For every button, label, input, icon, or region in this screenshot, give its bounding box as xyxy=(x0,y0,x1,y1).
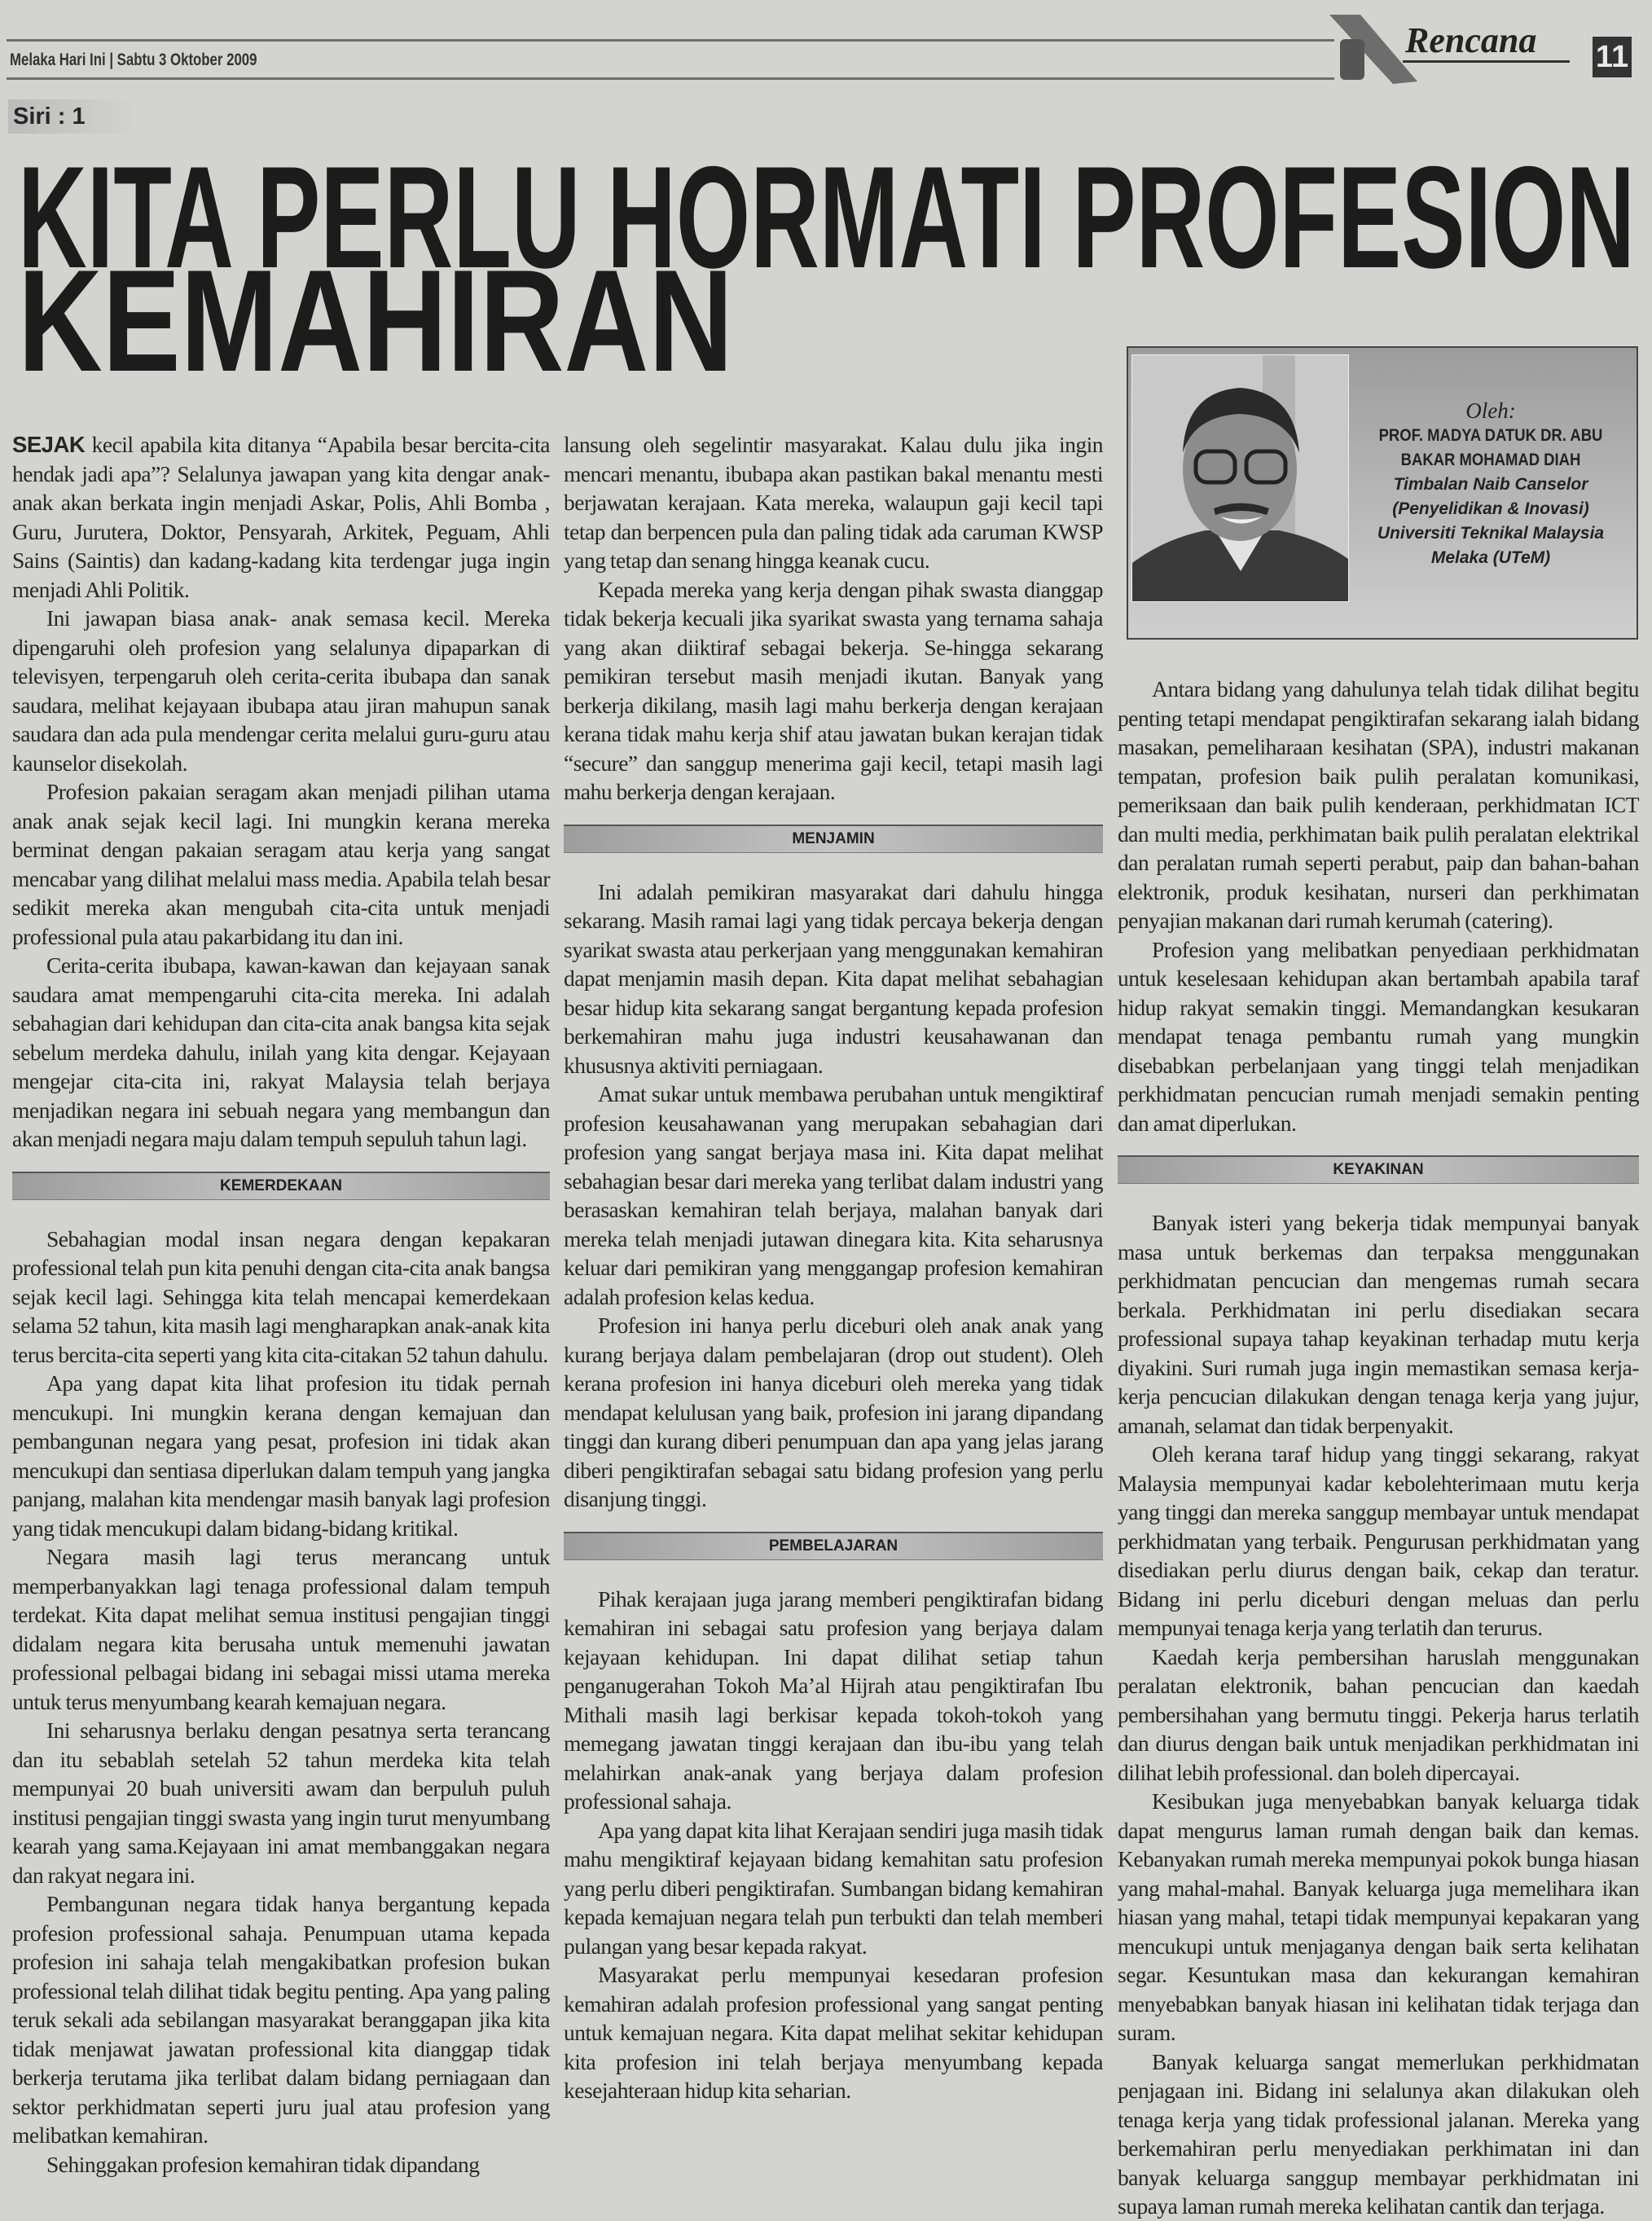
paragraph xyxy=(12,430,550,604)
author-photo xyxy=(1131,354,1349,602)
column-1 xyxy=(12,430,550,2179)
paragraph: Pihak kerajaan juga jarang memberi pengiktirafan bidang kemahiran ini sebagai satu profesion yang berjaya dalam kejayaan kehidupan. Ini dapat dilihat setiap tahun penganugerahan Tokoh Ma’al Hijrah atau pengiktirafan Ibu Mithali masih lagi berkisar kepada tokoh-tokoh yang memegang jawatan tinggi kerajaan dan ibu-ibu yang telah melahirkan anak-anak yang berjaya dalam profesion professional sahaja. xyxy=(564,1585,1103,1814)
section-name: Rencana xyxy=(1405,20,1537,60)
paragraph: lansung oleh segelintir masyarakat. Kalau dulu jika ingin mencari menantu, ibubapa akan pastikan bakal menantu mesti berjawatan kerajaan. Kata mereka, walaupun gaji kecil tapi tetap dan berpencen pula dan paling tidak ada caruman KWSP yang tetap dan senang hingga keanak cucu. xyxy=(564,432,1103,573)
paragraph: Oleh kerana taraf hidup yang tinggi sekarang, rakyat Malaysia mempunyai kadar kebolehterimaan mutu kerja yang tinggi dan mereka sanggup membayar untuk mendapat perkhidmatan yang terbaik. Pengurusan perkhidmatan yang disediakan perlu diurus dengan baik, cekap dan teratur. Bidang ini perlu diceburi dengan meluas dan perlu mempunyai tenaga kerja yang terlatih dan terurus. xyxy=(1118,1441,1639,1640)
byline-by: Oleh: xyxy=(1465,398,1516,423)
column-2 xyxy=(564,430,1103,2105)
paragraph: Apa yang dapat kita lihat profesion itu tidak pernah mencukupi. Ini mungkin kerana dengan kemajuan dan pembangunan negara yang pesat, profesion ini tidak akan mencukupi dan sentiasa diperlukan dalam tempuh yang jangka panjang, malahan kita mendengar masih banyak lagi profesion yang tidak mencukupi dalam bidang-bidang kritikal. xyxy=(12,1370,550,1541)
lead-word: SEJAK xyxy=(12,432,86,457)
paragraph: Ini seharusnya berlaku dengan pesatnya serta terancang dan itu sebablah setelah 52 tahun merdeka kita telah mempunyai 20 buah universiti awam dan berpuluh puluh institusi pengajian tinggi swasta yang ingin turut menyumbang kearah yang sama.Kejayaan ini amat membanggakan negara dan rakyat negara ini. xyxy=(12,1717,550,1888)
header-rule-top xyxy=(7,39,1334,42)
paragraph-text: kecil apabila kita ditanya “Apabila besar bercita-cita hendak jadi apa”? Selalunya jawapan yang kita dengar anak-anak akan berkata ingin menjadi Askar, Polis, Ahli Bomba , Guru, Jurutera, Doktor, Pensyarah, Arkitek, Peguam, Ahli Sains (Saintis) dan kadang-kadang kita terdengar juga ingin menjadi Ahli Politik. xyxy=(12,432,550,602)
paragraph: Banyak isteri yang bekerja tidak mempunyai banyak masa untuk berkemas dan terpaksa menggunakan perkhidmatan pencucian dan mengemas rumah secara berkala. Perkhidmatan ini perlu disediakan secara professional supaya tahap keyakinan terhadap mutu kerja diyakini. Suri rumah juga ingin memastikan semasa kerja-kerja pencucian dilakukan dengan tenaga kerja yang jujur, amanah, selamat dan tidak berpenyakit. xyxy=(1118,1210,1639,1438)
author-name-line-1: PROF. MADYA DATUK DR. ABU xyxy=(1378,426,1603,445)
paragraph: Kepada mereka yang kerja dengan pihak swasta dianggap tidak bekerja kecuali jika syarikat swasta yang ternama sahaja yang akan diiktiraf sebagai bekerja. Se-hingga sekarang pemikiran tersebut masih menjadi ikutan. Banyak yang berkerja dikilang, masih lagi mahu berkerja dengan kerajaan kerana tidak mahu kerja shif atau jawatan bukan kerajan tidak “secure” dan sanggup menerima gaji kecil, tetapi masih lagi mahu berkerja dengan kerajaan. xyxy=(564,576,1103,804)
byline xyxy=(1356,398,1625,570)
section-heading-kemerdekaan: KEMERDEKAAN xyxy=(12,1172,550,1200)
page-number: 11 xyxy=(1593,37,1632,77)
headline-line-1: KITA PERLU HORMATI PROFESION xyxy=(18,147,1635,298)
paragraph: Ini adalah pemikiran masyarakat dari dahulu hingga sekarang. Masih ramai lagi yang tidak percaya bekerja dengan syarikat swasta atau perkerjaan yang menggunakan kemahiran dapat menjamin masih depan. Kita dapat melihat sebahagian besar hidup kita sekarang sangat bergantung kepada profesion berkemahiran mahu juga industri keusahawanan dan khususnya aktiviti perniagaan. xyxy=(564,878,1103,1078)
headline-line-2: KEMAHIRAN xyxy=(18,240,733,383)
paragraph: Cerita-cerita ibubapa, kawan-kawan dan kejayaan sanak saudara amat mempengaruhi cita-cita mereka. Ini adalah sebahagian dari kehidupan dan cita-cita anak bangsa kita sejak sebelum merdeka dahulu, inilah yang kita dengar. Kejayaan mengejar cita-cita ini, rakyat Malaysia telah berjaya menjadikan negara ini sebuah negara yang membangun dan akan menjadi negara maju dalam tempuh sepuluh tahun lagi. xyxy=(12,952,550,1151)
section-heading-keyakinan: KEYAKINAN xyxy=(1118,1155,1639,1184)
author-position-2: (Penyelidikan & Inovasi) xyxy=(1392,499,1589,518)
paragraph: Banyak keluarga sangat memerlukan perkhidmatan penjagaan ini. Bidang ini selalunya akan dilakukan oleh tenaga kerja yang tidak professional jalanan. Mereka yang berkemahiran perlu menyediakan perkhimatan ini dan banyak keluarga sanggup membayar perkhidmatan ini supaya laman rumah mereka kelihatan cantik dan terjaga. xyxy=(1118,2048,1639,2219)
author-position-1: Timbalan Naib Canselor xyxy=(1393,475,1588,494)
paragraph: Ini jawapan biasa anak- anak semasa kecil. Mereka dipengaruhi oleh profesion yang selalunya dipaparkan di televisyen, terpengaruh oleh cerita-cerita ibubapa dan sanak saudara, melihat kejayaan ibubapa atau jiran mahupun sanak saudara dan ada pula mendengar cerita melalui guru-guru atau kaunselor disekolah. xyxy=(12,605,550,776)
paragraph: Profesion ini hanya perlu diceburi oleh anak anak yang kurang berjaya dalam pembelajaran (drop out student). Oleh kerana profesion ini hanya diceburi oleh mereka yang tidak mendapat kelulusan yang baik, profesion ini jarang dipandang tinggi dan kurang diberi penumpuan dan apa yang jelas jarang diberi pengiktirafan sebagai satu bidang profesion yang perlu disanjung tinggi. xyxy=(564,1313,1103,1511)
dateline: Melaka Hari Ini | Sabtu 3 Oktober 2009 xyxy=(10,51,257,69)
author-name-line-2: BAKAR MOHAMAD DIAH xyxy=(1400,451,1581,469)
paragraph: Negara masih lagi terus merancang untuk memperbanyakkan lagi tenaga professional dalam tempuh terdekat. Kita dapat melihat semua institusi pengajian tinggi didalam negara kita berusaha untuk memenuhi jawatan professional pelbagai bidang ini sebagai missi utama mereka untuk terus menyumbang kearah kemajuan negara. xyxy=(12,1544,550,1714)
paragraph: Kaedah kerja pembersihan haruslah menggunakan peralatan elektronik, bahan pencucian dan kaedah pembersihahan yang bermutu tinggi. Pekerja harus terlatih dan diurus dengan baik untuk menjadikan perkhidmatan ini dilihat lebih professional. dan boleh dipercayai. xyxy=(1118,1643,1639,1785)
author-box xyxy=(1127,346,1638,640)
section-heading-pembelajaran: PEMBELAJARAN xyxy=(564,1532,1103,1560)
paragraph: Kesibukan juga menyebabkan banyak keluarga tidak dapat mengurus laman rumah dengan baik dan kemas. Kebanyakan rumah mereka mempunyai pokok bunga hiasan yang mahal-mahal. Banyak keluarga juga memelihara ikan hiasan yang mahal, tetapi tidak mempunyai kepakaran yang mencukupi untuk menjaganya dengan baik serta kelihatan segar. Kesuntukan masa dan kekurangan kemahiran menyebabkan banyak hiasan ini kelihatan tidak terjaga dan suram. xyxy=(1118,1788,1639,2045)
paragraph: Profesion yang melibatkan penyediaan perkhidmatan untuk keselesaan kehidupan akan bertambah apabila taraf hidup rakyat semakin tinggi. Memandangkan kesukaran mendapat tenaga pembantu rumah yang mungkin disebabkan perbelanjaan yang tinggi telah menjadikan perkhidmatan pencucian rumah menjadi semakin penting dan amat diperlukan. xyxy=(1118,936,1639,1136)
paragraph: Profesion pakaian seragam akan menjadi pilihan utama anak anak sejak kecil lagi. Ini mungkin kerana mereka berminat dengan pakaian seragam atau kerja yang sangat mencabar yang dilihat melalui mass media. Apabila telah besar sedikit mereka akan mengubah cita-cita untuk menjadi professional pula atau pakarbidang itu dan ini. xyxy=(12,779,550,949)
paragraph: Apa yang dapat kita lihat Kerajaan sendiri juga masih tidak mahu mengiktiraf kejayaan bidang kemahitan satu profesion yang perlu diberi pengiktirafan. Sumbangan bidang kemahiran kepada kemajuan negara telah pun terbukti dan telah memberi pulangan yang besar kepada rakyat. xyxy=(564,1817,1103,1959)
paragraph: Pembangunan negara tidak hanya bergantung kepada profesion professional sahaja. Penumpuan utama kepada profesion ini sahaja telah mengakibatkan profesion bukan professional telah dilihat tidak begitu penting. Apa yang paling teruk sekali ada sebilangan masyarakat beranggapan jika kita tidak menjawat jawatan professional kita dianggap tidak berkerja terutama jika terlibat dalam bidang perniagaan dan sektor perkhidmatan seperti juru jual atau profesion yang melibatkan kemahiran. xyxy=(12,1891,550,2148)
series-label: Siri : 1 xyxy=(8,99,138,134)
section-heading-menjamin: MENJAMIN xyxy=(564,825,1103,853)
paragraph: Antara bidang yang dahulunya telah tidak dilihat begitu penting tetapi mendapat pengiktirafan sekarang ialah bidang masakan, pemeliharaan kesihatan (SPA), industri makanan tempatan, profesion baik pulih peralatan komunikasi, pemeriksaan dan baik pulih kenderaan, perkhidmatan ICT dan multi media, perkhimatan baik pulih peralatan elektrikal dan peralatan rumah seperti perabut, paip dan bahan-bahan elektronik, produk kesihatan, nurseri dan perkhimatan penyajian makanan dari rumah kerumah (catering). xyxy=(1118,676,1639,933)
paragraph: Masyarakat perlu mempunyai kesedaran profesion kemahiran adalah profesion professional yang sangat penting untuk kemajuan negara. Kita dapat melihat sekitar kehidupan kita profesion ini telah berjaya menyumbang kepada kesejahteraan hidup kita seharian. xyxy=(564,1962,1103,2103)
paragraph: Sebahagian modal insan negara dengan kepakaran professional telah pun kita penuhi dengan cita-cita anak bangsa sejak kecil lagi. Sehingga kita telah mencapai kemerdekaan selama 52 tahun, kita masih lagi mengharapkan anak-anak kita terus bercita-cita seperti yang kita cita-citakan 52 tahun dahulu. xyxy=(12,1225,550,1367)
header-rule-bottom xyxy=(7,77,1334,80)
column-3 xyxy=(1118,675,1639,2221)
author-position-4: Melaka (UTeM) xyxy=(1430,548,1551,567)
author-position-3: Universiti Teknikal Malaysia xyxy=(1377,524,1605,543)
paragraph: Sehinggakan profesion kemahiran tidak dipandang xyxy=(46,2151,480,2177)
paragraph: Amat sukar untuk membawa perubahan untuk mengiktiraf profesion keusahawanan yang merupakan sebahagian dari profesion yang sangat berjaya masa ini. Kita dapat melihat sebahagian besar dari mereka yang terlibat dalam industri yang berasaskan kemahiran telah berjaya, malahan banyak dari mereka telah menjadi jutawan dinegara kita. Kita seharusnya keluar dari pemikiran yang menggangap profesion kemahiran adalah profesion kelas kedua. xyxy=(564,1081,1103,1309)
section-name-underline xyxy=(1403,60,1570,63)
